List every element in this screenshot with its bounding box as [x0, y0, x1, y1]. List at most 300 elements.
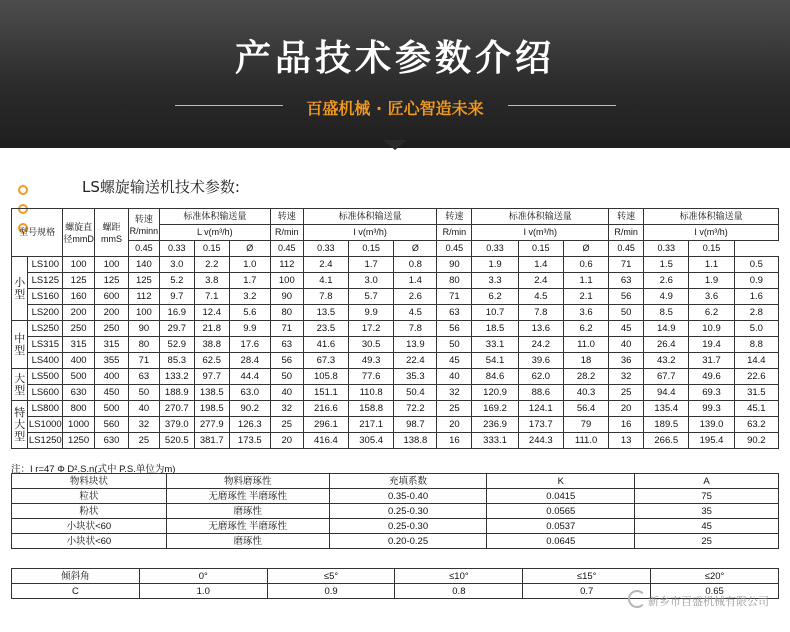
coefficient-cell: 0.33 — [303, 241, 348, 257]
value-cell: 25 — [437, 401, 472, 417]
value-cell: 1.9 — [472, 257, 518, 273]
value-cell: 173.7 — [518, 417, 563, 433]
value-cell: 63 — [437, 305, 472, 321]
value-cell: 800 — [63, 401, 95, 417]
value-cell: 90 — [437, 257, 472, 273]
value-cell: 45 — [609, 321, 644, 337]
value-cell: 105.8 — [303, 369, 348, 385]
material-cell: 小块状<60 — [12, 534, 167, 549]
value-cell: 315 — [63, 337, 95, 353]
material-cell: 粉状 — [12, 504, 167, 519]
material-header: 物料块状 — [12, 474, 167, 489]
value-cell: 16 — [437, 433, 472, 449]
value-cell: 71 — [437, 289, 472, 305]
model-cell: LS125 — [28, 273, 63, 289]
coefficient-cell: 0.45 — [128, 241, 159, 257]
value-cell: 139.0 — [689, 417, 734, 433]
watermark — [628, 590, 788, 612]
value-cell: 110.8 — [349, 385, 394, 401]
value-cell: 7.8 — [303, 289, 348, 305]
value-cell: 80 — [270, 305, 303, 321]
value-cell: 5.7 — [349, 289, 394, 305]
value-cell: 16.9 — [159, 305, 194, 321]
value-cell: 29.7 — [159, 321, 194, 337]
value-cell: 7.8 — [394, 321, 437, 337]
angle-header: ≤5° — [267, 569, 395, 584]
value-cell: 90 — [128, 321, 159, 337]
value-cell: 71 — [128, 353, 159, 369]
value-cell: 3.8 — [194, 273, 229, 289]
model-cell: LS100 — [28, 257, 63, 273]
value-cell: 138.8 — [394, 433, 437, 449]
material-cell: 无磨琢性 半磨琢性 — [166, 519, 329, 534]
value-cell: 32 — [609, 369, 644, 385]
value-cell: 13 — [609, 433, 644, 449]
value-cell: 50 — [128, 385, 159, 401]
table-row — [12, 401, 779, 417]
speed-unit: R/min — [270, 225, 303, 241]
table-row — [12, 385, 779, 401]
value-cell: 13.9 — [394, 337, 437, 353]
value-cell: 94.4 — [644, 385, 689, 401]
value-cell: 32 — [270, 401, 303, 417]
value-cell: 40 — [270, 385, 303, 401]
value-cell: 25 — [609, 385, 644, 401]
model-cell: LS200 — [28, 305, 63, 321]
value-cell: 49.6 — [689, 369, 734, 385]
table-row — [12, 433, 779, 449]
value-cell: 8.8 — [734, 337, 778, 353]
value-cell: 100 — [128, 305, 159, 321]
value-cell: 6.2 — [472, 289, 518, 305]
value-cell: 2.1 — [563, 289, 608, 305]
table-row — [12, 569, 779, 584]
value-cell: 26.4 — [644, 337, 689, 353]
value-cell: 112 — [270, 257, 303, 273]
value-cell: 600 — [95, 289, 129, 305]
value-cell: 277.9 — [194, 417, 229, 433]
material-cell: 0.0645 — [487, 534, 635, 549]
value-cell: 28.4 — [229, 353, 270, 369]
material-cell: 0.25-0.30 — [329, 519, 487, 534]
value-cell: 217.1 — [349, 417, 394, 433]
value-cell: 25 — [128, 433, 159, 449]
phi-label: Ø — [563, 241, 608, 257]
value-cell: 125 — [128, 273, 159, 289]
material-header: 物料磨琢性 — [166, 474, 329, 489]
value-cell: 17.6 — [229, 337, 270, 353]
value-cell: 56 — [270, 353, 303, 369]
value-cell: 189.5 — [644, 417, 689, 433]
material-cell: 粒状 — [12, 489, 167, 504]
volume-unit: I v(m³/h) — [472, 225, 609, 241]
value-cell: 77.6 — [349, 369, 394, 385]
value-cell: 79 — [563, 417, 608, 433]
value-cell: 13.6 — [518, 321, 563, 337]
model-cell: LS400 — [28, 353, 63, 369]
value-cell: 9.9 — [349, 305, 394, 321]
coefficient-cell: 0.33 — [159, 241, 194, 257]
value-cell: 67.3 — [303, 353, 348, 369]
value-cell: 7.8 — [518, 305, 563, 321]
value-cell: 198.5 — [194, 401, 229, 417]
value-cell: 630 — [95, 433, 129, 449]
value-cell: 500 — [63, 369, 95, 385]
value-cell: 1000 — [63, 417, 95, 433]
value-cell: 1.7 — [349, 257, 394, 273]
model-cell: LS160 — [28, 289, 63, 305]
value-cell: 12.4 — [194, 305, 229, 321]
angle-cell: 0.7 — [523, 584, 651, 599]
value-cell: 40 — [609, 337, 644, 353]
table-row — [12, 305, 779, 321]
value-cell: 49.3 — [349, 353, 394, 369]
table-row — [12, 369, 779, 385]
value-cell: 7.1 — [194, 289, 229, 305]
value-cell: 40 — [437, 369, 472, 385]
value-cell: 20 — [609, 401, 644, 417]
value-cell: 97.7 — [194, 369, 229, 385]
material-table — [11, 473, 779, 549]
value-cell: 250 — [63, 321, 95, 337]
value-cell: 20 — [270, 433, 303, 449]
angle-cell: 0.8 — [395, 584, 523, 599]
value-cell: 158.8 — [349, 401, 394, 417]
value-cell: 36 — [609, 353, 644, 369]
material-cell: 磨琢性 — [166, 504, 329, 519]
value-cell: 38.8 — [194, 337, 229, 353]
value-cell: 56.4 — [563, 401, 608, 417]
value-cell: 630 — [63, 385, 95, 401]
value-cell: 25 — [270, 417, 303, 433]
material-cell: 0.25-0.30 — [329, 504, 487, 519]
value-cell: 45.1 — [734, 401, 778, 417]
value-cell: 35.3 — [394, 369, 437, 385]
section-title: LS螺旋输送机技术参数: — [82, 178, 240, 196]
angle-header: ≤20° — [651, 569, 779, 584]
value-cell: 23.5 — [303, 321, 348, 337]
value-cell: 5.2 — [159, 273, 194, 289]
value-cell: 126.3 — [229, 417, 270, 433]
value-cell: 63.0 — [229, 385, 270, 401]
pitch-header: 螺距mmS — [95, 209, 129, 257]
value-cell: 63 — [270, 337, 303, 353]
value-cell: 17.2 — [349, 321, 394, 337]
coefficient-cell: 0.45 — [609, 241, 644, 257]
value-cell: 100 — [270, 273, 303, 289]
material-cell: 25 — [635, 534, 779, 549]
value-cell: 100 — [63, 257, 95, 273]
angle-header: ≤10° — [395, 569, 523, 584]
value-cell: 50 — [609, 305, 644, 321]
value-cell: 400 — [95, 369, 129, 385]
value-cell: 0.9 — [734, 273, 778, 289]
value-cell: 5.0 — [734, 321, 778, 337]
coefficient-cell: 0.15 — [689, 241, 734, 257]
material-cell: 75 — [635, 489, 779, 504]
coefficient-cell: 0.45 — [437, 241, 472, 257]
value-cell: 3.6 — [689, 289, 734, 305]
value-cell: 5.6 — [229, 305, 270, 321]
material-cell: 45 — [635, 519, 779, 534]
value-cell: 2.2 — [194, 257, 229, 273]
speed-unit: R/min — [609, 225, 644, 241]
coefficient-cell: 0.45 — [270, 241, 303, 257]
table-row — [12, 474, 779, 489]
size-group-label: 特大型 — [12, 401, 28, 449]
value-cell: 4.5 — [394, 305, 437, 321]
value-cell: 90.2 — [229, 401, 270, 417]
volume-header: 标准体积输送量 — [159, 209, 270, 225]
value-cell: 270.7 — [159, 401, 194, 417]
value-cell: 3.3 — [472, 273, 518, 289]
value-cell: 1.4 — [518, 257, 563, 273]
banner-subtitle: 百盛机械 · 匠心智造未来 — [306, 99, 484, 118]
value-cell: 67.7 — [644, 369, 689, 385]
value-cell: 2.6 — [394, 289, 437, 305]
value-cell: 30.5 — [349, 337, 394, 353]
speed-header: 转速 — [437, 209, 472, 225]
value-cell: 112 — [128, 289, 159, 305]
value-cell: 71 — [609, 257, 644, 273]
header-banner — [0, 0, 790, 148]
coefficient-cell: 0.33 — [472, 241, 518, 257]
value-cell: 6.2 — [563, 321, 608, 337]
value-cell: 173.5 — [229, 433, 270, 449]
value-cell: 195.4 — [689, 433, 734, 449]
value-cell: 200 — [63, 305, 95, 321]
coefficient-cell: 0.15 — [518, 241, 563, 257]
value-cell: 98.7 — [394, 417, 437, 433]
value-cell: 450 — [95, 385, 129, 401]
banner-title: 产品技术参数介绍 — [234, 38, 555, 79]
material-cell: 0.20-0.25 — [329, 534, 487, 549]
value-cell: 250 — [95, 321, 129, 337]
value-cell: 9.9 — [229, 321, 270, 337]
table-row — [12, 209, 779, 225]
value-cell: 138.5 — [194, 385, 229, 401]
value-cell: 45 — [437, 353, 472, 369]
value-cell: 85.3 — [159, 353, 194, 369]
value-cell: 63 — [609, 273, 644, 289]
value-cell: 0.8 — [394, 257, 437, 273]
phi-label: Ø — [229, 241, 270, 257]
value-cell: 72.2 — [394, 401, 437, 417]
value-cell: 244.3 — [518, 433, 563, 449]
model-cell: LS250 — [28, 321, 63, 337]
material-header: 充填系数 — [329, 474, 487, 489]
value-cell: 18 — [563, 353, 608, 369]
value-cell: 62.5 — [194, 353, 229, 369]
value-cell: 416.4 — [303, 433, 348, 449]
value-cell: 63.2 — [734, 417, 778, 433]
table-row — [12, 519, 779, 534]
value-cell: 9.7 — [159, 289, 194, 305]
value-cell: 62.0 — [518, 369, 563, 385]
value-cell: 1.9 — [689, 273, 734, 289]
material-cell: 0.0565 — [487, 504, 635, 519]
value-cell: 333.1 — [472, 433, 518, 449]
value-cell: 2.4 — [518, 273, 563, 289]
value-cell: 63 — [128, 369, 159, 385]
speed-unit: R/min — [437, 225, 472, 241]
value-cell: 40.3 — [563, 385, 608, 401]
diameter-header: 螺旋直径mmD — [63, 209, 95, 257]
table-row — [12, 353, 779, 369]
company-logo-icon — [628, 590, 646, 608]
value-cell: 379.0 — [159, 417, 194, 433]
formula-note: 注：I r=47 Φ D².S.n(式中 P.S.单位为m) — [11, 464, 176, 475]
value-cell: 41.6 — [303, 337, 348, 353]
value-cell: 43.2 — [644, 353, 689, 369]
size-group-label: 大型 — [12, 369, 28, 401]
value-cell: 520.5 — [159, 433, 194, 449]
coefficient-cell: 0.15 — [349, 241, 394, 257]
value-cell: 305.4 — [349, 433, 394, 449]
banner-pointer — [383, 140, 407, 150]
value-cell: 188.9 — [159, 385, 194, 401]
value-cell: 24.2 — [518, 337, 563, 353]
value-cell: 0.5 — [734, 257, 778, 273]
value-cell: 10.9 — [689, 321, 734, 337]
table-row — [12, 534, 779, 549]
value-cell: 31.7 — [689, 353, 734, 369]
volume-header: 标准体积输送量 — [644, 209, 779, 225]
value-cell: 169.2 — [472, 401, 518, 417]
value-cell: 4.9 — [644, 289, 689, 305]
model-header: 型号规格 — [12, 209, 63, 257]
value-cell: 3.2 — [229, 289, 270, 305]
value-cell: 13.5 — [303, 305, 348, 321]
table-row — [12, 273, 779, 289]
model-cell: LS1000 — [28, 417, 63, 433]
value-cell: 56 — [437, 321, 472, 337]
value-cell: 6.2 — [689, 305, 734, 321]
angle-header: 倾斜角 — [12, 569, 140, 584]
size-group-label: 中型 — [12, 321, 28, 369]
value-cell: 266.5 — [644, 433, 689, 449]
table-row — [12, 417, 779, 433]
model-cell: LS1250 — [28, 433, 63, 449]
value-cell: 32 — [437, 385, 472, 401]
speed-header: 转速 — [270, 209, 303, 225]
value-cell: 10.7 — [472, 305, 518, 321]
angle-cell: 1.0 — [139, 584, 267, 599]
value-cell: 236.9 — [472, 417, 518, 433]
value-cell: 151.1 — [303, 385, 348, 401]
value-cell: 135.4 — [644, 401, 689, 417]
material-cell: 磨琢性 — [166, 534, 329, 549]
angle-header: ≤15° — [523, 569, 651, 584]
material-cell: 0.0415 — [487, 489, 635, 504]
value-cell: 33.1 — [472, 337, 518, 353]
value-cell: 133.2 — [159, 369, 194, 385]
value-cell: 200 — [95, 305, 129, 321]
value-cell: 52.9 — [159, 337, 194, 353]
value-cell: 1.0 — [229, 257, 270, 273]
value-cell: 216.6 — [303, 401, 348, 417]
model-cell: LS800 — [28, 401, 63, 417]
value-cell: 125 — [95, 273, 129, 289]
value-cell: 296.1 — [303, 417, 348, 433]
volume-unit: L v(m³/h) — [159, 225, 270, 241]
value-cell: 14.4 — [734, 353, 778, 369]
angle-header: 0° — [139, 569, 267, 584]
value-cell: 1.6 — [734, 289, 778, 305]
table-row — [12, 337, 779, 353]
value-cell: 50 — [437, 337, 472, 353]
table-row — [12, 321, 779, 337]
value-cell: 8.5 — [644, 305, 689, 321]
value-cell: 120.9 — [472, 385, 518, 401]
value-cell: 100 — [95, 257, 129, 273]
table-row — [12, 289, 779, 305]
material-cell: 小块状<60 — [12, 519, 167, 534]
value-cell: 3.0 — [349, 273, 394, 289]
value-cell: 69.3 — [689, 385, 734, 401]
value-cell: 0.6 — [563, 257, 608, 273]
value-cell: 1.5 — [644, 257, 689, 273]
value-cell: 90 — [270, 289, 303, 305]
value-cell: 355 — [95, 353, 129, 369]
value-cell: 11.0 — [563, 337, 608, 353]
spec-table — [11, 208, 779, 449]
watermark-text: 新乡市百盛机械有限公司 — [648, 596, 769, 608]
value-cell: 140 — [128, 257, 159, 273]
value-cell: 2.6 — [644, 273, 689, 289]
value-cell: 32 — [128, 417, 159, 433]
value-cell: 18.5 — [472, 321, 518, 337]
material-header: K — [487, 474, 635, 489]
value-cell: 1.1 — [563, 273, 608, 289]
volume-header: 标准体积输送量 — [472, 209, 609, 225]
value-cell: 40 — [128, 401, 159, 417]
value-cell: 111.0 — [563, 433, 608, 449]
value-cell: 2.4 — [303, 257, 348, 273]
value-cell: 39.6 — [518, 353, 563, 369]
value-cell: 4.1 — [303, 273, 348, 289]
model-cell: LS500 — [28, 369, 63, 385]
value-cell: 400 — [63, 353, 95, 369]
value-cell: 560 — [95, 417, 129, 433]
table-row — [12, 504, 779, 519]
value-cell: 3.0 — [159, 257, 194, 273]
model-cell: LS315 — [28, 337, 63, 353]
value-cell: 80 — [437, 273, 472, 289]
value-cell: 3.6 — [563, 305, 608, 321]
value-cell: 124.1 — [518, 401, 563, 417]
value-cell: 19.4 — [689, 337, 734, 353]
value-cell: 84.6 — [472, 369, 518, 385]
value-cell: 20 — [437, 417, 472, 433]
value-cell: 125 — [63, 273, 95, 289]
value-cell: 31.5 — [734, 385, 778, 401]
material-cell: 0.0537 — [487, 519, 635, 534]
value-cell: 4.5 — [518, 289, 563, 305]
coefficient-cell: 0.15 — [194, 241, 229, 257]
value-cell: 80 — [128, 337, 159, 353]
value-cell: 2.8 — [734, 305, 778, 321]
speed-header: 转速R/minn — [128, 209, 159, 241]
value-cell: 381.7 — [194, 433, 229, 449]
value-cell: 1.7 — [229, 273, 270, 289]
value-cell: 315 — [95, 337, 129, 353]
value-cell: 99.3 — [689, 401, 734, 417]
value-cell: 1.1 — [689, 257, 734, 273]
volume-unit: I v(m³/h) — [303, 225, 437, 241]
volume-header: 标准体积输送量 — [303, 209, 437, 225]
value-cell: 88.6 — [518, 385, 563, 401]
